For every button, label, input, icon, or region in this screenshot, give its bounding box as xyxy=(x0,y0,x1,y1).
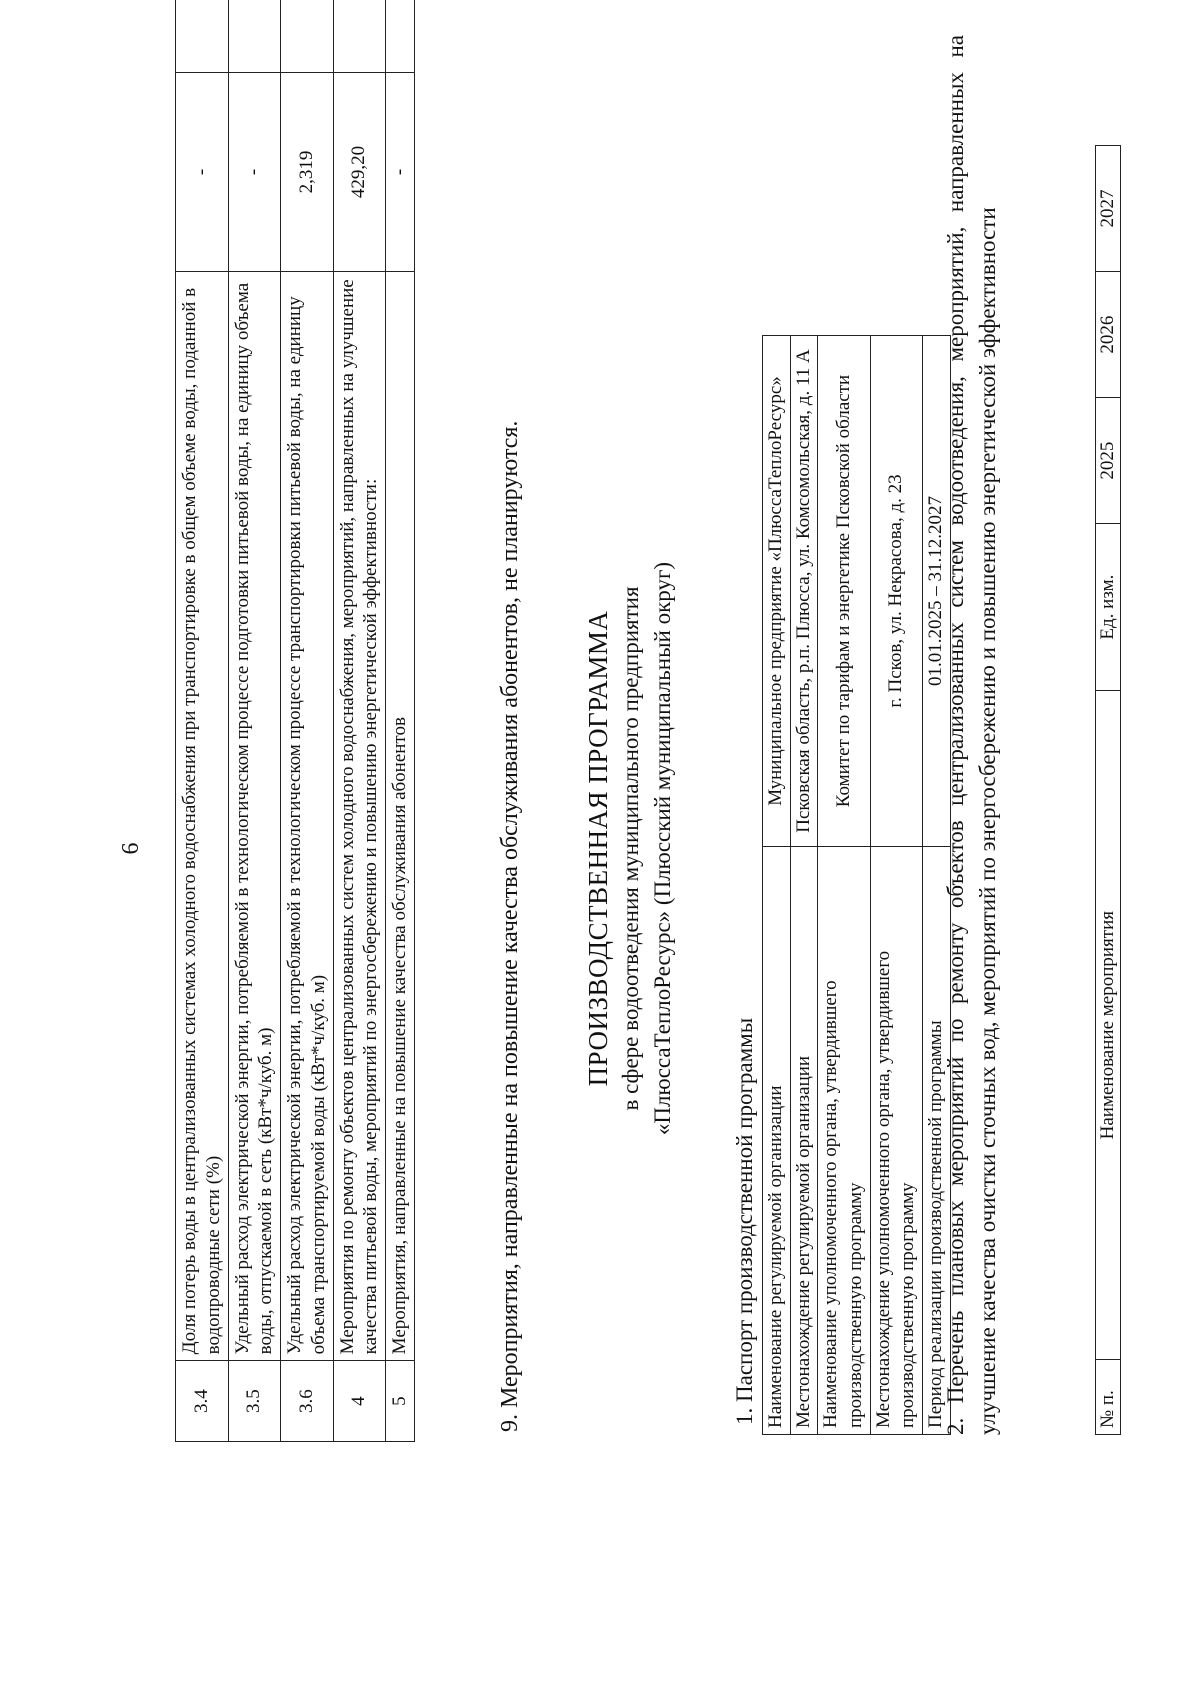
passport-label: Местонахождение регулируемой организации xyxy=(790,847,818,1435)
indicator-value-2 xyxy=(281,0,334,72)
section-2-text: 2. Перечень плановых мероприятий по ремонту объектов централизованных систем водоотведения, мероприятий, направленных на улучшение качества очистки сточных вод, мероприятий по энергосбережению и повышению энергетической эффективности xyxy=(943,35,1001,1435)
col-header-num: № п. xyxy=(1096,1360,1121,1435)
passport-table xyxy=(762,335,951,1435)
program-subtitle-2: «ПлюссаТеплоРесурс» (Плюсский муниципальный округ) xyxy=(650,561,675,1136)
row-number: 3.6 xyxy=(281,1361,334,1442)
program-subtitle-1: в сфере водоотведения муниципального предприятия xyxy=(618,586,643,1111)
col-header-2027: 2027 xyxy=(1096,146,1121,272)
table-header-row xyxy=(1096,146,1121,1435)
measures-table xyxy=(1095,145,1121,1435)
passport-label: Наименование уполномоченного органа, утвердившего производственную программу xyxy=(818,847,870,1435)
table-row xyxy=(763,336,791,1435)
passport-value: 01.01.2025 – 31.12.2027 xyxy=(923,336,951,847)
passport-value: Комитет по тарифам и энергетике Псковской области xyxy=(818,336,870,847)
passport-label: Наименование регулируемой организации xyxy=(763,847,791,1435)
row-number: 5 xyxy=(386,1361,415,1442)
table-row xyxy=(790,336,818,1435)
indicator-value-1: 2,319 xyxy=(281,72,334,272)
program-title: ПРОИЗВОДСТВЕННАЯ ПРОГРАММА xyxy=(583,610,613,1087)
passport-value: Псковская область, р.п. Плюсса, ул. Комсомольская, д. 11 А xyxy=(790,336,818,847)
indicator-name: Удельный расход электрической энергии, потребляемой в технологическом процессе подготовки питьевой воды, на единицу объема воды, отпускаемой в сеть (кВт*ч/куб. м) xyxy=(228,272,281,1361)
indicator-value-1: - xyxy=(228,72,281,272)
col-header-name: Наименование мероприятия xyxy=(1096,691,1121,1360)
table-row xyxy=(228,0,281,1442)
section-9-text: 9. Мероприятия, направленные на повышение качества обслуживания абонентов, не планируются. xyxy=(497,420,523,1432)
passport-value: Муниципальное предприятие «ПлюссаТеплоРесурс» xyxy=(763,336,791,847)
passport-label: Местонахождение уполномоченного органа, утвердившего производственную программу xyxy=(870,847,922,1435)
indicator-value-1: - xyxy=(176,72,229,272)
table-row xyxy=(176,0,229,1442)
passport-value: г. Псков, ул. Некрасова, д. 23 xyxy=(870,336,922,847)
passport-heading: 1. Паспорт производственной программы xyxy=(732,1017,757,1425)
indicator-name: Мероприятия, направленные на повышение качества обслуживания абонентов xyxy=(386,272,415,1361)
row-number: 3.4 xyxy=(176,1361,229,1442)
table-row xyxy=(818,336,870,1435)
indicator-name: Удельный расход электрической энергии, потребляемой в технологическом процессе транспортировки питьевой воды, на единицу объема транспортируемой воды (кВт*ч/куб. м) xyxy=(281,272,334,1361)
page-number: 6 xyxy=(118,842,144,855)
indicator-name: Мероприятия по ремонту объектов централизованных систем холодного водоснабжения, мероприятий, направленных на улучшение качества питьевой воды, мероприятий по энергосбережению и повышению энергетической эффективности: xyxy=(333,272,386,1361)
row-number: 3.5 xyxy=(228,1361,281,1442)
indicator-value-1: - xyxy=(386,72,415,272)
indicators-table xyxy=(175,0,415,1442)
indicator-value-2 xyxy=(333,0,386,72)
col-header-2025: 2025 xyxy=(1096,398,1121,524)
row-number: 4 xyxy=(333,1361,386,1442)
table-row xyxy=(281,0,334,1442)
table-row xyxy=(333,0,386,1442)
indicator-value-2 xyxy=(386,0,415,72)
table-row xyxy=(870,336,922,1435)
col-header-2026: 2026 xyxy=(1096,272,1121,398)
passport-label: Период реализации производственной программы xyxy=(923,847,951,1435)
indicator-name: Доля потерь воды в централизованных системах холодного водоснабжения при транспортировке в общем объеме воды, поданной в водопроводные сети (%) xyxy=(176,272,229,1361)
indicator-value-2 xyxy=(228,0,281,72)
table-row xyxy=(386,0,415,1442)
indicator-value-1: 429,20 xyxy=(333,72,386,272)
indicator-value-2 xyxy=(176,0,229,72)
col-header-unit: Ед. изм. xyxy=(1096,524,1121,691)
